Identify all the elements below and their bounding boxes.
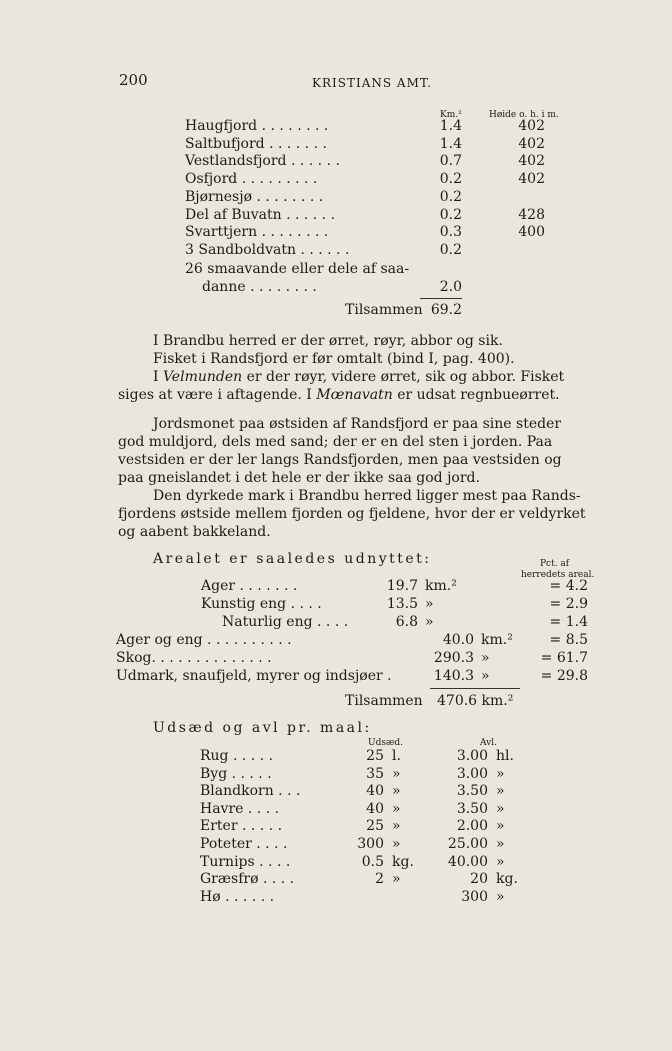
areal-total-label: Tilsammen xyxy=(345,693,423,709)
lake-name: Osfjord . . . . . . . . . xyxy=(185,171,318,188)
areal-main-label: Udmark, snaufjeld, myrer og indsjøer . xyxy=(116,668,392,684)
lake-km: 0.2 xyxy=(439,206,462,223)
para2-line: fjordens østside mellem fjorden og fjeldene, hvor der er veldyrket xyxy=(118,506,586,522)
para1-text: er der røyr, videre ørret, sik og abbor. Fisket xyxy=(246,369,565,385)
lake-name: Saltbufjord . . . . . . . xyxy=(185,135,327,152)
para2-line: god muldjord, dels med sand; der er en del sten i jorden. Paa xyxy=(118,434,553,450)
crop-yield: 3.00 xyxy=(456,765,488,782)
lake-km: 0.2 xyxy=(439,171,462,188)
crop-yield: 3.50 xyxy=(456,783,488,800)
para2-line: Jordsmonet paa østsiden af Randsfjord er paa sine steder xyxy=(153,416,562,432)
crop-seed-unit: » xyxy=(392,818,401,835)
areal-sub-unit: » xyxy=(425,596,434,612)
crop-seed-unit: » xyxy=(392,765,401,782)
para2-line: og aabent bakkeland. xyxy=(118,524,271,540)
crop-yield-unit: » xyxy=(496,888,505,905)
crop-name: Poteter . . . . xyxy=(200,836,288,852)
lake-km: 1.4 xyxy=(439,118,462,134)
areal-total: 470.6 km.² xyxy=(437,693,514,709)
page-number: 200 xyxy=(119,71,148,89)
lake-height: 402 xyxy=(518,153,545,170)
lake-name: Bjørnesjø . . . . . . . . xyxy=(185,188,324,205)
lake-name-italic: Mœnavatn xyxy=(316,387,393,403)
sum-rule xyxy=(430,688,520,689)
areal-sub-value: 13.5 xyxy=(386,596,418,612)
lake-km: 0.7 xyxy=(439,153,462,170)
lake-name: Vestlandsfjord . . . . . . xyxy=(185,153,340,170)
areal-sub-label: Ager . . . . . . . xyxy=(201,578,298,594)
col-km-header: Km.² xyxy=(440,110,462,120)
areal-sub-value: 19.7 xyxy=(386,578,418,594)
crop-seed-unit: kg. xyxy=(392,853,414,870)
lake-name: 3 Sandboldvatn . . . . . . xyxy=(185,241,350,258)
areal-main-unit: » xyxy=(481,650,490,666)
lake-height: 402 xyxy=(518,135,545,152)
crop-yield: 40.00 xyxy=(447,853,488,870)
crop-name: Turnips . . . . xyxy=(200,853,291,870)
crop-name: Rug . . . . . xyxy=(200,748,274,764)
lake-last-km: 2.0 xyxy=(439,279,462,295)
areal-heading: Arealet er saaledes udnyttet: xyxy=(153,551,432,567)
areal-sub-pct: = 4.2 xyxy=(549,578,588,594)
running-title: KRISTIANS AMT. xyxy=(312,76,432,90)
col-height-header: Høide o. h. i m. xyxy=(489,110,559,120)
crop-yield-unit: » xyxy=(496,818,505,835)
lake-height: 400 xyxy=(518,224,545,241)
lake-height: 402 xyxy=(518,118,545,134)
crop-yield: 25.00 xyxy=(447,836,488,852)
lake-name: Svarttjern . . . . . . . . xyxy=(185,224,329,241)
areal-main-unit: km.² xyxy=(481,632,513,648)
crop-yield-unit: » xyxy=(496,853,505,870)
para1-I: I xyxy=(153,369,159,385)
crop-seed-unit: » xyxy=(392,871,401,888)
crop-yield: 3.00 xyxy=(456,748,488,764)
crop-name: Havre . . . . xyxy=(200,800,280,817)
col-yield-header: Avl. xyxy=(480,738,497,748)
lake-name: Del af Buvatn . . . . . . xyxy=(185,206,336,223)
crop-name: Erter . . . . . xyxy=(200,818,283,835)
crop-seed: 2 xyxy=(375,871,384,888)
para2-line: paa gneislandet i det hele er der ikke saa god jord. xyxy=(118,470,480,486)
crop-yield-unit: » xyxy=(496,783,505,800)
areal-sub-label: Naturlig eng . . . . xyxy=(222,614,349,630)
crop-name: Byg . . . . . xyxy=(200,765,272,782)
crop-yield-unit: » xyxy=(496,800,505,817)
crop-seed-unit: l. xyxy=(392,748,401,764)
areal-sub-unit: » xyxy=(425,614,434,630)
crop-seed: 25 xyxy=(366,818,384,835)
areal-main-label: Skog. . . . . . . . . . . . . . xyxy=(116,650,272,666)
crop-yield: 300 xyxy=(461,888,488,905)
crop-seed: 25 xyxy=(366,748,384,764)
lake-last-line1: 26 smaavande eller dele af saa- xyxy=(185,261,410,277)
areal-main-unit: » xyxy=(481,668,490,684)
lake-km: 0.2 xyxy=(439,188,462,205)
areal-main-value: 40.0 xyxy=(442,632,474,648)
crop-yield-unit: hl. xyxy=(496,748,514,764)
crop-name: Blandkorn . . . xyxy=(200,783,301,800)
areal-main-value: 140.3 xyxy=(433,668,474,684)
para1-text: siges at være i aftagende. I xyxy=(118,387,312,403)
crop-yield: 3.50 xyxy=(456,800,488,817)
crop-seed: 0.5 xyxy=(361,853,384,870)
crop-yield-unit: » xyxy=(496,836,505,852)
lakes-total: 69.2 xyxy=(430,302,462,318)
crop-yield: 2.00 xyxy=(456,818,488,835)
areal-main-pct: = 29.8 xyxy=(540,668,588,684)
crop-yield-unit: » xyxy=(496,765,505,782)
para2-line: vestsiden er der ler langs Randsfjorden, men paa vestsiden og xyxy=(118,452,562,468)
para1-text: er udsat regnbueørret. xyxy=(397,387,560,403)
lake-height: 402 xyxy=(518,171,545,188)
areal-sub-pct: = 2.9 xyxy=(549,596,588,612)
lake-name-italic: Velmunden xyxy=(162,369,243,385)
crop-name: Græsfrø . . . . xyxy=(200,871,295,888)
areal-main-value: 290.3 xyxy=(433,650,474,666)
para1-line xyxy=(153,369,564,385)
lake-km: 0.3 xyxy=(439,224,462,241)
areal-sub-value: 6.8 xyxy=(395,614,418,630)
lake-km: 0.2 xyxy=(439,241,462,258)
areal-main-label: Ager og eng . . . . . . . . . . xyxy=(116,632,292,648)
lake-height: 428 xyxy=(518,206,545,223)
crop-name: Hø . . . . . . xyxy=(200,888,275,905)
crop-seed: 300 xyxy=(357,836,384,852)
areal-main-pct: = 8.5 xyxy=(549,632,588,648)
pct-header-1: Pct. af xyxy=(540,559,570,569)
crop-yield-unit: kg. xyxy=(496,871,518,888)
para1-line xyxy=(118,387,560,403)
crop-seed-unit: » xyxy=(392,800,401,817)
lake-last-line2: danne . . . . . . . . xyxy=(202,279,317,295)
col-seed-header: Udsæd. xyxy=(368,738,404,748)
lake-name: Haugfjord . . . . . . . . xyxy=(185,118,329,134)
crop-yield: 20 xyxy=(470,871,488,888)
pct-header-2: herredets areal. xyxy=(521,570,595,580)
crop-seed-unit: » xyxy=(392,783,401,800)
para2-line: Den dyrkede mark i Brandbu herred ligger mest paa Rands- xyxy=(153,488,581,504)
lakes-total-label: Tilsammen xyxy=(345,302,423,318)
crop-seed: 35 xyxy=(366,765,384,782)
areal-sub-pct: = 1.4 xyxy=(549,614,588,630)
areal-sub-unit: km.² xyxy=(425,578,457,594)
areal-main-pct: = 61.7 xyxy=(540,650,588,666)
crop-seed: 40 xyxy=(366,800,384,817)
para1-line: Fisket i Randsfjord er før omtalt (bind I, pag. 400). xyxy=(153,351,515,367)
areal-sub-label: Kunstig eng . . . . xyxy=(201,596,322,612)
crops-heading: Udsæd og avl pr. maal: xyxy=(153,720,372,736)
lake-km: 1.4 xyxy=(439,135,462,152)
para1-line: I Brandbu herred er der ørret, røyr, abbor og sik. xyxy=(153,333,503,349)
crop-seed-unit: » xyxy=(392,836,401,852)
sum-rule xyxy=(420,298,462,299)
crop-seed: 40 xyxy=(366,783,384,800)
